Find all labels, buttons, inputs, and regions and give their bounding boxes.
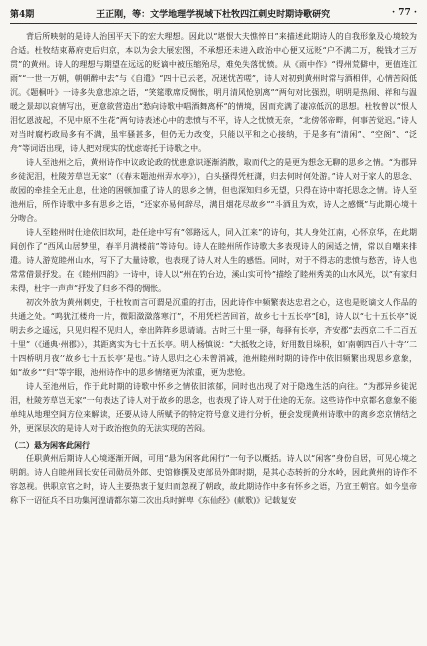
- body-paragraph: 背后所映射的是诗人治国平天下的宏大理想。因此以“堪恨大夫憔悴日”来描述此期诗人的自我形象及心境较为合适。杜牧结束幕府吏后归京，本以为会大展宏图，不承想还未进入政治中心便又远贬“户不满二万，税钱才三万贯”的黄州。诗人的理想与期望在远远的贬谪中被压缩殆尽，难免失落忧愤。从《雨中作》“得州荒僻中，更值连江雨”“一世一万朝，朝朝醉中去”与《自遣》“四十已云老，况迷忧苦嗟”，诗人对初到黄州时常与酒相伴，心情苦闷低沉。《题桐叶》一诗多失意悲凉之语，“笑筵歌席反惆怅，明月清风怆别离”“两句对比强烈，明明是热闹、祥和与温暖之景却以哀情写出，更意欲营造出“愁向诗歌中唱酒舞离杯”的情境，因而充满了凄凉低沉的思想。杜牧曾以“恨人泪忆恩波起，不见中原不生花”两句诗表述心中的悲愤与不平，诗人之忧愤无奈，“北傍邻帝畔，何事苦觉迟。”诗人对当时腐朽政局多有不满，虽牢骚甚多，但仍无力改变，只能以平和之心接纳，于是多有“清闲”、“空阁”、“泛舟”等词语出现，诗人把对现实的忧虑寄托于诗歌之中。: [10, 32, 417, 153]
- body-paragraph: 任职黄州后期诗人心境逐渐开阔，可用“悬为闲客此闲行”一句予以概括。诗人以“闲客”身份自居，可见心境之明朗。诗人自睦州回长安任司勋员外郎、史馆修撰及吏部员外郎时期，是其心态转折的分水岭，因此黄州的诗作不容忽视。供职京官之时，诗人主要热衷于复归而忽视了朝政，故此期诗作中多有怀乡之语，乃宣王朝官。如今皇帝称下一诏征兵不日功集河湟请都尔第二次出兵时鲜卑《东仙经》(献歌)》记载复安: [10, 454, 417, 505]
- body-paragraph: 诗人至池州后，作于此时期的诗歌中怀乡之情依旧浓郁，同时也出现了对于隐逸生活的向往。“为郡异乡徒泥泪，杜陵芳草岂无家”一句表达了诗人对于故乡的思念，也表现了诗人对于仕途的无奈。这些诗作中京都名意象不能单纯从地理空间方位来解读，还要从诗人所赋予的特定符号意义进行分析，便会发现黄州诗歌中的离乡恋京情结之外，更深层次的是诗人对于政治抱负的无法实现的苦闷。: [10, 382, 417, 433]
- issue-label: 第4期: [10, 9, 35, 20]
- section-heading: （二）悬为闲客此闲行: [10, 440, 90, 450]
- running-header: [10, 6, 417, 20]
- header-rule: [10, 23, 417, 24]
- body-paragraph: 诗人至睦州时仕途依旧坎坷，赴任途中写有“邻路远人，同入江来”的诗句，其人身处江南，心怀京华，在此期间创作了“西风山居梦里，春半月满楼前”等诗句。诗人在睦州所作诗歌大多表现诗人的闲适之情，常以自嘲来排遣。诗人游览睦州山水，写下了大量诗歌，也表现了诗人对人生的感悟。同时，对于不得志的悲愤与愁苦，诗人也常常借景抒发。在《睦州四韵》一诗中，诗人以“州在钓台边，溪山实可怜”描绘了睦州秀美的山水风光，以“有家归未得，杜宇一声声”抒发了归乡不得的惆怅。: [10, 228, 417, 293]
- body-paragraph: 初次外放为黄州刺史，于杜牧而言可谓是沉重的打击，因此诗作中频繁表达忠君之心，这也是贬谪文人作品的共通之处。“鸣犹江楼舟一片，微阳潋潋落寒汀”，不用凭栏苦回首，故乡七十五长亭”[8]，诗人以“七十五长亭”说明去乡之遥远，只见归程不见归人，牵出阵阵乡思请请。古时三十里一驿，每驿有长亭，齐安郡“去西京二千二百五十里”（《通典·州郡》），其距离实为七十五长亭。明人杨慎说：“大抵牧之诗，好用数目垛积，如‘南朝四百八十寺’‘二十四桥明月夜’‘故乡七十五长亭’是也。”诗人思归之心未曾消减，池州睦州时期的诗作中依旧频繁出现思乡意象，如“故乡”“归”等字眼，池州诗作中的思乡情绪更为浓重，更为悲怆。: [10, 298, 417, 377]
- article-body: [10, 30, 417, 642]
- article-running-title: 王正刚，等：文学地理学视域下杜牧四江刺史时期诗歌研究: [96, 9, 331, 20]
- page-number: · 77 ·: [391, 8, 417, 18]
- body-paragraph: 诗人至池州之后，黄州诗作中议政论政的忧患意识逐渐消散，取而代之的是更为想念无聊的思乡之情。“为郡异乡徒泥泪，杜陵芳草岂无家”（《春末题池州弄水亭》），白头搔得凭枉潇，归去何时何处游。”诗人对于家人的思念、故园的牵挂全无止息，仕途的困顿加重了诗人的思乡之情，但也深知归乡无望，只得在诗中寄托思念之情。诗人至池州后，所作诗歌中多有思乡之语，“还家亦易何辞尽，满目烟花尽故乡”“斗酒且为欢，诗人之感慨”与此期心境十分吻合。: [10, 158, 417, 223]
